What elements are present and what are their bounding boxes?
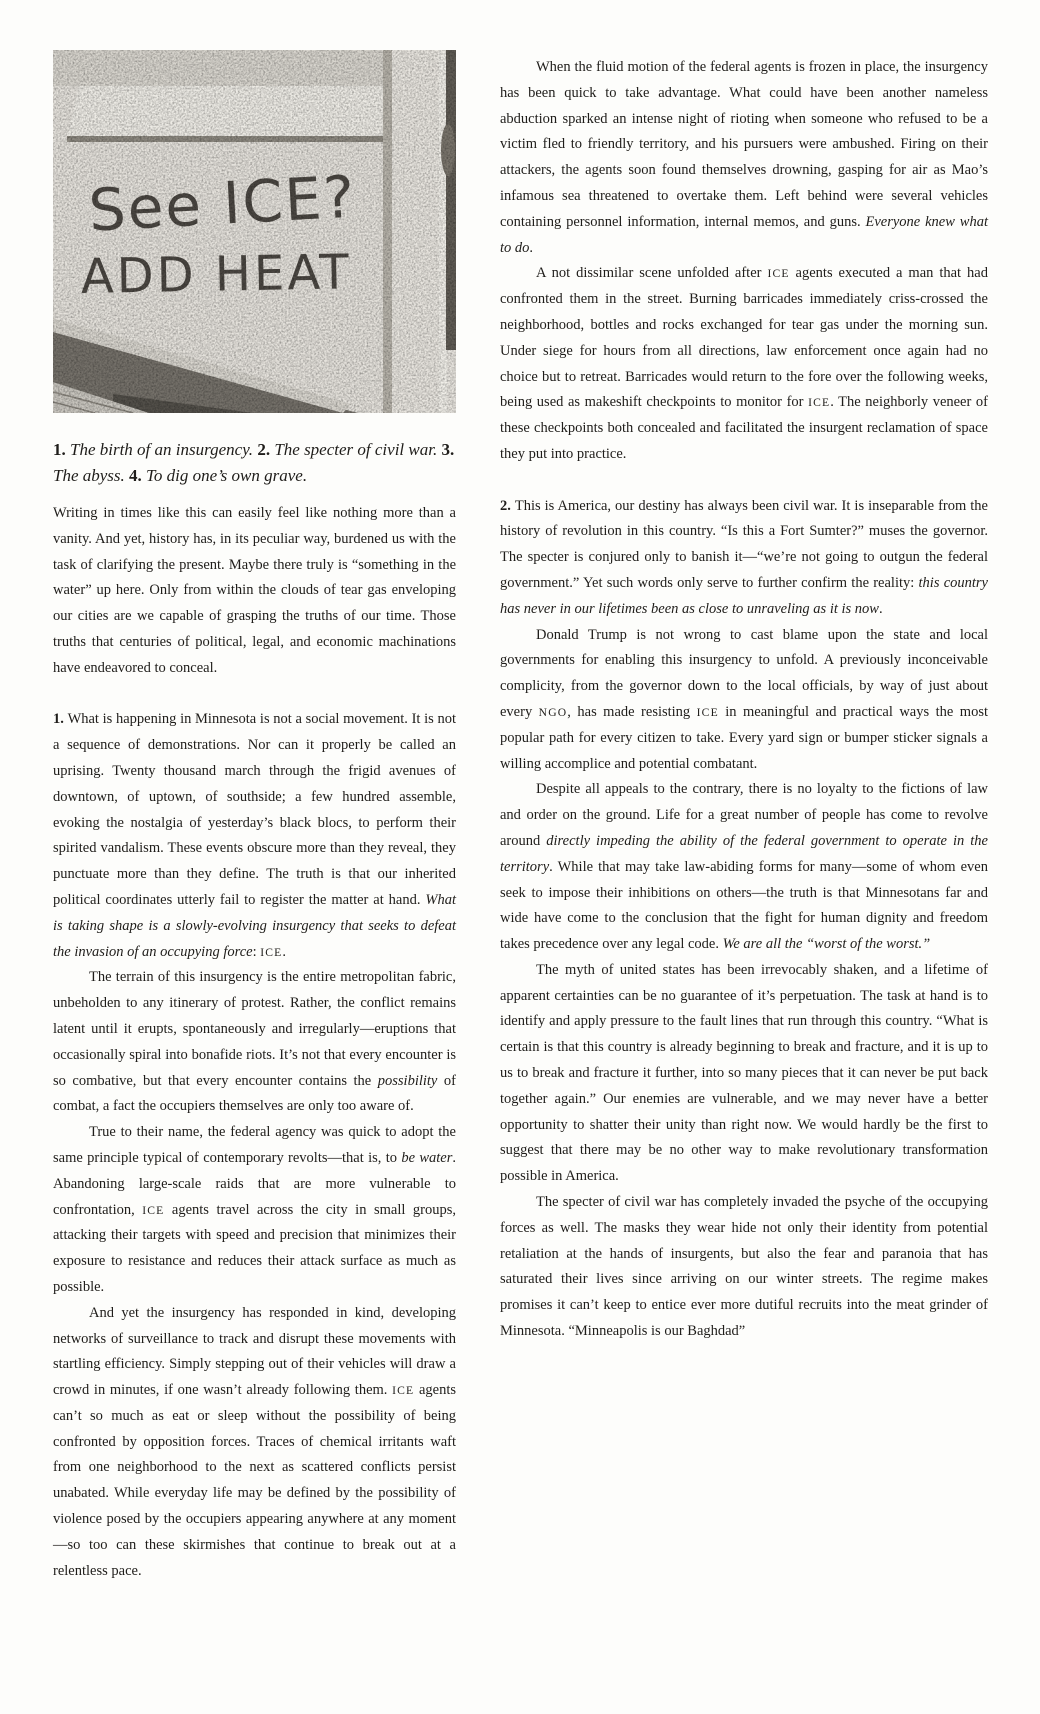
be-water-paragraph bbox=[53, 1120, 456, 1301]
specter-paragraph bbox=[500, 1190, 988, 1345]
graffiti-photo bbox=[53, 50, 456, 413]
text-segment: Writing in times like this can easily feel like nothing more than a vanity. And yet, history has, in its peculiar way, burdened us with the task of clarifying the present. Maybe there truly is “something in the water” up here. Only from within the clouds of tear gas enveloping our cities are we capable of grasping the truths of our time. Those truths that centuries of political, legal, and economic machinations have endeavored to conceal. bbox=[53, 505, 456, 676]
text-segment: When the fluid motion of the federal agents is frozen in place, the insurgency has been quick to take advantage. What could have been another nameless abduction sparked an intense night of rioting when someone who refused to be a victim fled to friendly territory, and his pursuers were ambushed. Firing on their attackers, the agents soon found themselves drowning, gasping for air as Mao’s infamous sea threatened to overtake them. Left behind were several vehicles containing personnel information, internal memos, and guns. bbox=[500, 59, 988, 230]
text-segment: agents travel across the city in small groups, attacking their targets with speed and precision that minimizes their exposure to resistance and reduces their attack surface as much as possible. bbox=[53, 1201, 456, 1295]
complicity-paragraph bbox=[500, 623, 988, 778]
intro-paragraph bbox=[53, 501, 456, 682]
text-segment: To dig one’s own grave. bbox=[146, 465, 308, 485]
text-segment: 1. bbox=[53, 440, 70, 459]
text-segment: What is happening in Minnesota is not a social movement. It is not a sequence of demonstrations. Nor can it properly be called an uprising. Twenty thousand march through the frigid avenues of downtown, of uptown, of southside; a few hundred assemble, evoking the nostalgia of yesterday’s black blocs, to perform their spirited vandalism. These events obscure more than they reveal, they punctuate more than they define. The truth is that our inherited political coordinates utterly fail to register the matter at hand. bbox=[53, 711, 457, 908]
text-segment: 1. bbox=[53, 711, 68, 728]
text-segment: The terrain of this insurgency is the entire metropolitan fabric, unbeholden to any itinerary of protest. Rather, the conflict remains latent until it erupts, spontaneously and irregularly—eruptions that occasionally spiral into bonafide riots. It’s not that every encounter is so combative, but that every encounter contains the bbox=[53, 969, 456, 1089]
text-segment: possibility bbox=[377, 1072, 438, 1089]
text-segment: This is America, our destiny has always been civil war. It is inseparable from the history of revolution in this country. “Is this a Fort Sumter?” muses the governor. The specter is conjured only to banish it—“we’re not going to outgun the federal government.” Yet such words only serve to further confirm the reality: bbox=[500, 497, 988, 591]
graffiti-line-1: See ICE? bbox=[87, 162, 358, 245]
text-segment: ICE bbox=[696, 705, 719, 719]
text-segment: A not dissimilar scene unfolded after bbox=[536, 265, 768, 282]
text-segment: ICE bbox=[392, 1384, 415, 1398]
right-column bbox=[500, 55, 988, 1345]
text-segment: The abyss. bbox=[53, 465, 130, 485]
text-segment: . The neighborly veneer of these checkpoints both concealed and facilitated the insurgent reclamation of space they put into practice. bbox=[500, 394, 988, 462]
terrain-paragraph bbox=[53, 965, 456, 1120]
left-column bbox=[53, 501, 456, 1584]
text-segment: in meaningful and practical ways the most popular path for every citizen to take. Every yard sign or bumper sticker signals a willing accomplice and potential combatant. bbox=[500, 703, 988, 772]
text-segment: 3. bbox=[441, 440, 455, 459]
text-segment: 4. bbox=[129, 465, 147, 485]
no-loyalty-paragraph bbox=[500, 777, 988, 958]
text-segment: ICE bbox=[142, 1203, 165, 1217]
text-segment: agents can’t so much as eat or sleep without the possibility of being confronted by opposition forces. Traces of chemical irritants waft from one neighborhood to the next as scattered conflicts persist unabated. While everyday life may be defined by the possibility of violence posed by the occupiers appearing anywhere at any moment—so too can these skirmishes that continue to break out at a relentless pace. bbox=[53, 1382, 456, 1579]
text-segment: . Abandoning large-scale raids that are more vulnerable to confrontation, bbox=[53, 1149, 456, 1218]
graffiti-photo-image bbox=[53, 50, 456, 413]
section-2-opening-paragraph bbox=[500, 494, 988, 623]
text-segment: What is taking shape is a slowly-evolving insurgency that seeks to defeat the invasion of an occupying force bbox=[53, 891, 456, 960]
text-segment: And yet the insurgency has responded in kind, developing networks of surveillance to track and disrupt these movements with startling efficiency. Simply stepping out of their vehicles will draw a crowd in minutes, if one wasn’t already following them. bbox=[53, 1304, 456, 1399]
text-segment: The birth of an insurgency. bbox=[70, 440, 258, 459]
text-segment: The specter of civil war. bbox=[274, 440, 442, 459]
text-segment: . bbox=[529, 239, 534, 256]
text-segment: agents executed a man that had confronted them in the street. Burning barricades immediately criss-crossed the neighborhood, bottles and rocks exchanged for tear gas under the morning sun. Under siege for hours from all directions, law enforcement once again had no choice but to retreat. Barricades would return to the fore over the following weeks, being used as makeshift checkpoints to monitor for bbox=[500, 265, 988, 411]
text-segment: directly impeding the ability of the federal government to operate in the territory bbox=[500, 832, 988, 875]
text-segment: . bbox=[282, 943, 287, 960]
text-segment: ICE bbox=[808, 396, 831, 410]
text-segment: NGO bbox=[538, 705, 568, 719]
text-segment: Donald Trump is not wrong to cast blame upon the state and local governments for enabling this insurgency to unfold. A previously inconceivable complicity, from the governor down to the local officials, by way of just about every bbox=[500, 626, 988, 720]
figure-caption bbox=[53, 437, 456, 489]
text-segment: 2. bbox=[257, 440, 275, 459]
text-segment: of combat, a fact the occupiers themselves are only too aware of. bbox=[53, 1072, 456, 1115]
text-segment: ICE bbox=[260, 945, 283, 959]
text-segment: : bbox=[252, 943, 261, 960]
text-segment: . While that may take law-abiding forms for many—some of whom even seek to impose their inhibitions on others—the truth is that Minnesotans far and wide have come to the conclusion that the fight for human dignity and freedom takes precedence over any legal code. bbox=[500, 858, 988, 953]
text-segment: this country has never in our lifetimes been as close to unraveling as it is now bbox=[500, 574, 988, 617]
text-segment: Despite all appeals to the contrary, there is no loyalty to the fictions of law and order on the ground. Life for a great number of people has come to revolve around bbox=[500, 781, 988, 849]
myth-paragraph bbox=[500, 958, 988, 1190]
text-segment: We are all the “worst of the worst.” bbox=[722, 936, 931, 953]
text-segment: Everyone knew what to do bbox=[500, 213, 988, 256]
text-segment: 2. bbox=[500, 497, 515, 514]
barricades-paragraph bbox=[500, 261, 988, 467]
text-segment: The specter of civil war has completely invaded the psyche of the occupying forces as well. The masks they wear hide not only their identity from potential retaliation at the hands of insurgents, but also the fear and paranoia that has saturated their lives since arriving on our winter streets. The regime makes promises it can’t keep to entice ever more dutiful recruits into the meat grinder of Minnesota. “Minneapolis is our Baghdad” bbox=[500, 1194, 988, 1340]
text-segment: , has made resisting bbox=[567, 703, 697, 720]
fluid-motion-paragraph bbox=[500, 55, 988, 261]
text-segment: True to their name, the federal agency was quick to adopt the same principle typical of contemporary revolts—that is, to bbox=[53, 1124, 456, 1166]
photo-grain-overlay bbox=[53, 50, 456, 413]
surveillance-paragraph bbox=[53, 1301, 456, 1585]
graffiti-line-2: ADD HEAT bbox=[80, 244, 353, 305]
text-segment: ICE bbox=[767, 267, 790, 281]
text-segment: be water bbox=[401, 1149, 453, 1166]
section-1-opening-paragraph bbox=[53, 707, 456, 965]
text-segment: The myth of united states has been irrevocably shaken, and a lifetime of apparent certainties can be no guarantee of it’s perpetuation. The task at hand is to identify and apply pressure to the fault lines that run through this country. “What is certain is that this country is already beginning to break and fracture, and it is up to us to break and fracture it further, into so many pieces that it can never be put back together again.” Our enemies are vulnerable, and we may never have a better opportunity to shatter their unity than right now. We would hardly be the first to suggest that there may be no other way to make revolutionary transformation possible in America. bbox=[500, 961, 988, 1185]
text-segment: . bbox=[878, 600, 883, 617]
